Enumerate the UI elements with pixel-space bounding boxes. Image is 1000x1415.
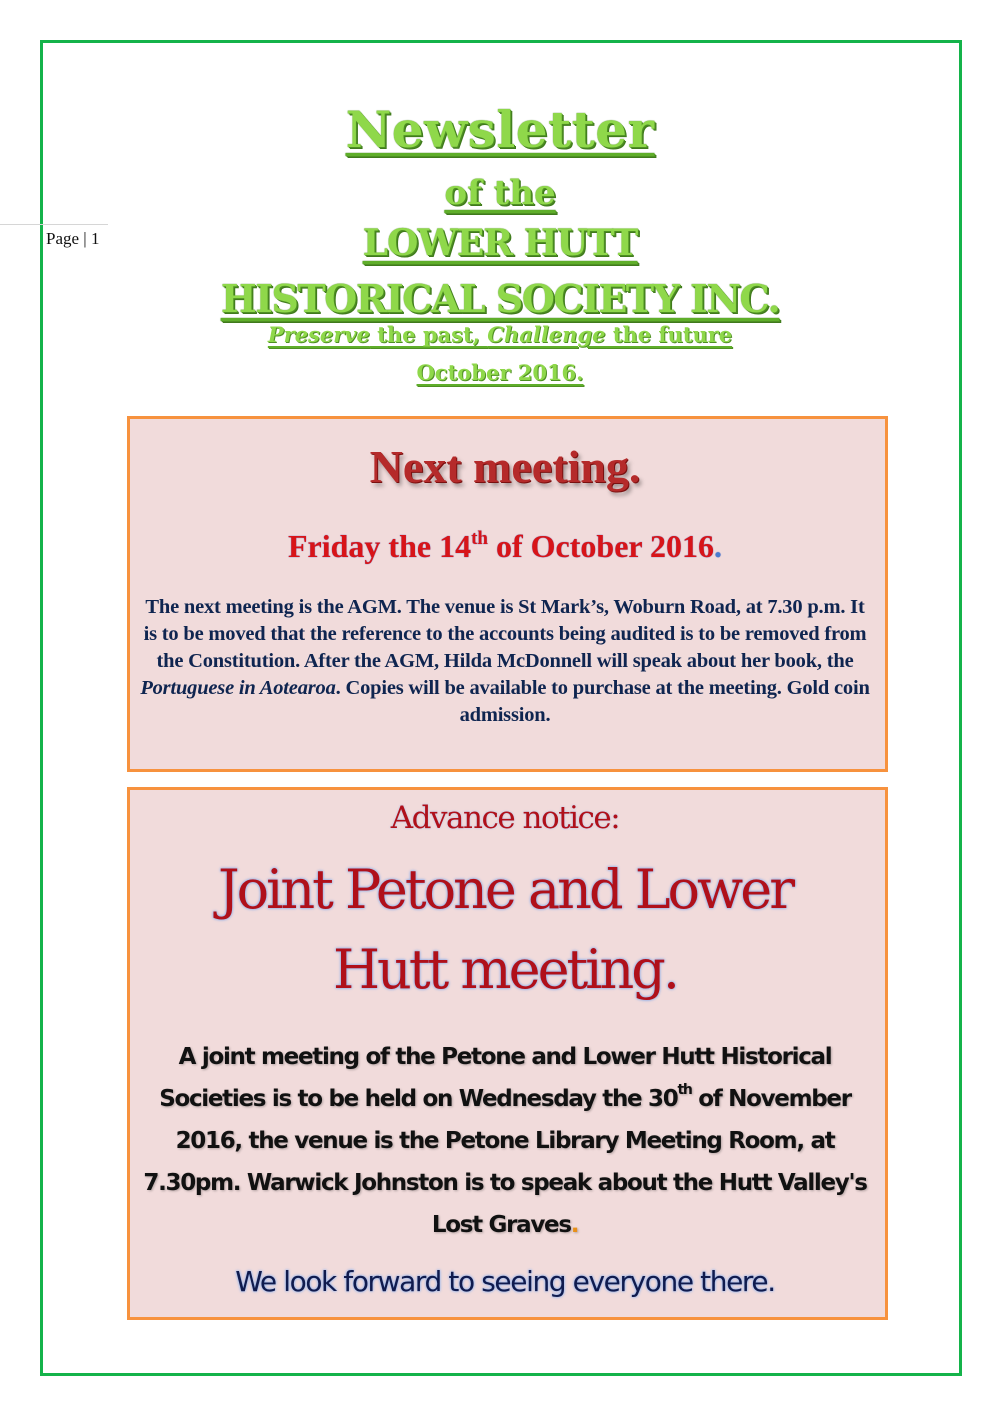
date-period: . — [714, 528, 723, 564]
page-number: Page | 1 — [46, 229, 100, 248]
joint-description-part2: of November 2016, the venue is the Petone Library Meeting Room, at 7.30pm. Warwick Johnston is to speak about the Hutt Valley's Lost Graves — [143, 1086, 867, 1238]
tagline-challenge: Challenge — [487, 322, 606, 347]
headline-line2: Hutt meeting. — [332, 938, 678, 1001]
date-suffix: of October 2016 — [487, 528, 715, 564]
description-part1: The next meeting is the AGM. The venue is St Mark’s, Woburn Road, at 7.30 p.m. It is to be moved that the reference to the accounts being audited is to be removed from the Constitution. After the AGM, Hilda McDonnell will speak about her book, the — [143, 596, 867, 672]
joint-meeting-headline — [0, 850, 1000, 1010]
book-title: Portuguese in Aotearoa — [140, 677, 336, 699]
description-part2: . Copies will be available to purchase at the meeting. Gold coin admission. — [335, 677, 870, 726]
next-meeting-heading: Next meeting. — [369, 441, 641, 492]
joint-description-part1: A joint meeting of the Petone and Lower Hutt Historical Societies is to be held on Wednesday the 30 — [159, 1044, 832, 1112]
date-prefix: Friday the 14 — [287, 528, 472, 564]
closing-message: We look forward to seeing everyone there. — [235, 1265, 775, 1298]
advance-notice-label: Advance notice: — [390, 800, 620, 836]
masthead-lower-hutt: LOWER HUTT — [362, 222, 638, 264]
newsletter-title: Newsletter — [345, 100, 655, 159]
masthead-of-the: of the — [444, 173, 556, 213]
headline-line1: Joint Petone and Lower — [217, 858, 793, 921]
tagline-preserve: Preserve — [267, 322, 370, 347]
joint-date-ordinal: th — [677, 1082, 692, 1098]
tagline-part1: the past, — [369, 322, 488, 347]
next-meeting-date — [0, 528, 1000, 565]
joint-meeting-description — [135, 1036, 875, 1246]
next-meeting-description — [140, 594, 870, 729]
masthead-tagline — [0, 322, 1000, 347]
joint-description-period: . — [570, 1212, 579, 1238]
date-ordinal: th — [471, 528, 488, 549]
masthead-society-name: HISTORICAL SOCIETY INC. — [220, 276, 780, 321]
issue-date: October 2016. — [416, 360, 584, 385]
tagline-part2: the future — [605, 322, 733, 347]
